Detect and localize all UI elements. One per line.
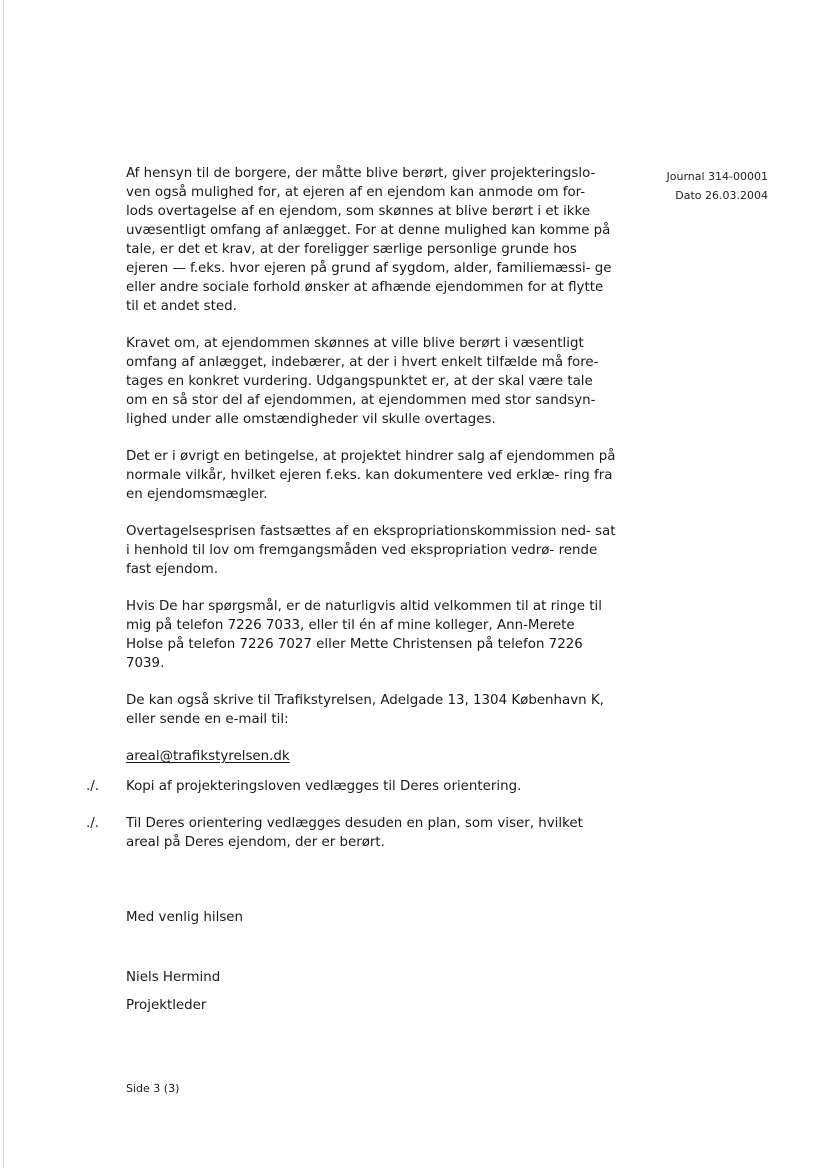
email-line	[126, 747, 616, 766]
signer-title: Projektleder	[126, 998, 207, 1013]
reference-block	[667, 167, 769, 205]
paragraph-takeover-price: Overtagelsesprisen fastsættes af en ekspropriationskommission ned- sat i henhold til lov om fremgangsmåden ved ekspropriation vedrø- rende fast ejendom.	[126, 524, 616, 577]
enclosure-text: Til Deres orientering vedlægges desuden en plan, som viser, hvilket areal på Deres ejendom, der er berørt.	[126, 816, 583, 850]
signature-block	[126, 964, 220, 1020]
closing-block	[126, 908, 243, 927]
enclosure-mark: ./.	[86, 779, 100, 794]
page-number: Side 3 (3)	[126, 1082, 180, 1095]
signer-name: Niels Hermind	[126, 970, 221, 985]
enclosure-item	[86, 814, 616, 852]
letter-date: Dato 26.03.2004	[675, 189, 768, 202]
enclosure-item	[86, 777, 616, 796]
paragraph-contact-phone: Hvis De har spørgsmål, er de naturligvis altid velkommen til at ringe til mig på telefon 7226 7033, eller til én af mine kolleger, Ann-Merete Holse på telefon 7226 7027 eller Mette Christensen på telefon 7226 7039.	[126, 599, 602, 671]
email-link[interactable]: areal@trafikstyrelsen.dk	[126, 749, 290, 764]
paragraph-advance-takeover: Af hensyn til de borgere, der måtte blive berørt, giver projekteringslo- ven også mulighed for, at ejeren af en ejendom kan anmode om for- lods overtagelse af en ejendom, som skønnes at blive berørt i et ikke uvæsentligt omfang af anlægget. For at denne mulighed kan komme på tale, er det et krav, at der foreligger særlige personlige grunde hos ejeren — f.eks. hvor ejeren på grund af sygdom, alder, familiemæssi- ge eller andre sociale forhold ønsker at afhænde ejendommen for at flytte til et andet sted.	[126, 166, 612, 314]
scan-edge-line	[3, 0, 4, 1168]
letter-body	[86, 164, 616, 870]
paragraph-contact-address: De kan også skrive til Trafikstyrelsen, Adelgade 13, 1304 København K, eller sende en e-mail til:	[126, 693, 604, 727]
paragraph-assessment: Kravet om, at ejendommen skønnes at ville blive berørt i væsentligt omfang af anlægget, indebærer, at der i hvert enkelt tilfælde må fore- tages en konkret vurdering. Udgangspunktet er, at der skal være tale om en så stor del af ejendommen, at ejendommen med stor sandsyn- lighed under alle omstændigheder vil skulle overtages.	[126, 336, 599, 427]
enclosure-mark: ./.	[86, 816, 100, 831]
closing-greeting: Med venlig hilsen	[126, 910, 244, 925]
enclosure-text: Kopi af projekteringsloven vedlægges til Deres orientering.	[126, 779, 522, 794]
paragraph-sale-condition: Det er i øvrigt en betingelse, at projektet hindrer salg af ejendommen på normale vilkår, hvilket ejeren f.eks. kan dokumentere ved erklæ- ring fra en ejendomsmægler.	[126, 449, 616, 502]
journal-number: Journal 314-00001	[666, 170, 768, 183]
